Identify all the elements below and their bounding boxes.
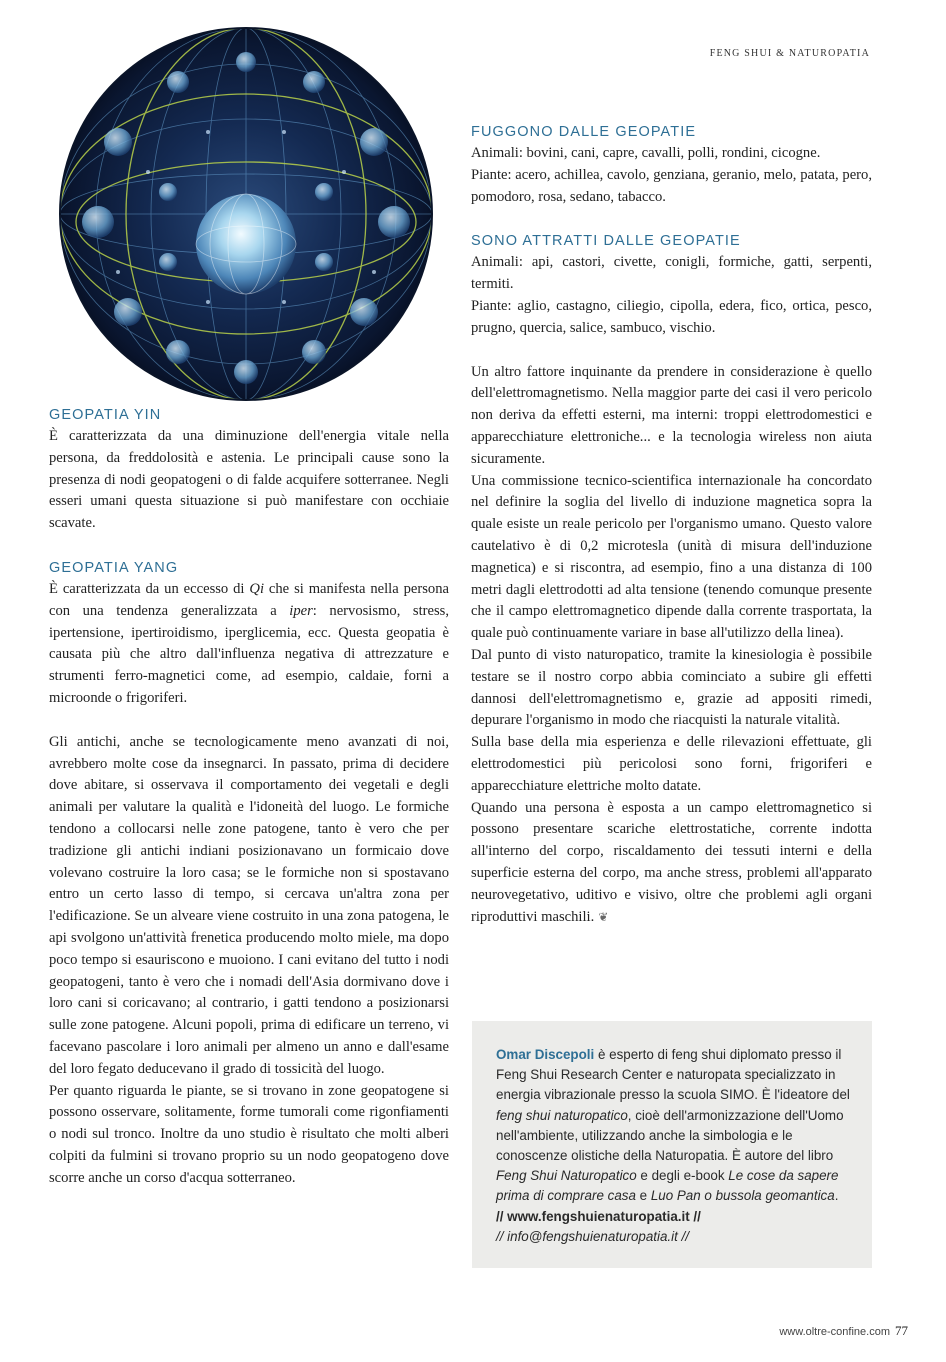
paragraph-esposizione: Quando una persona è esposta a un campo elettromagnetico si possono presentare scariche elettrostatiche, corrente indotta all'interno del corpo, riscaldamento dei tessuti interni e della superficie esterna del corpo, ma anche stress, problemi all'apparato neurovegetativo, uditivo e visivo, oltre che problemi agli organi riproduttivi maschili. ❦ [471,799,872,925]
paragraph-commissione: Una commissione tecnico-scientifica internazionale ha concordato nel definire la soglia del livello di induzione magnetica sopra la quale esiste un reale pericolo per l'organismo umano. Questo valore cautelativo è di 0,2 microtesla (unità di misura dell'induzione magnetica) e si riscontra, ad esempio, fino a una distanza di 100 metri dagli elettrodotti ad alta tensione (tenendo comunque presente che il campo elettromagnetico dipende dalla corrente trasportata, la quale può continuamente variare in base all'utilizzo della linea). [471,472,872,642]
paragraph-geopatia-yin: È caratterizzata da una diminuzione dell'energia vitale nella persona, da freddolosità e astenia. Le principali cause sono la presenza di nodi geopatogeni o di falde acquifere sotterranee. Negli esseri umani questa situazione si può manifestare con occhiaie scavate. [49,428,449,532]
paragraph-elettromagnetismo: Un altro fattore inquinante da prendere in considerazione è quello dell'elettromagnetismo. Nella maggior parte dei casi il vero pericolo non deriva da effetti esterni, ma interni: troppi elettrodomestici e apparecchiature elettroniche... e la tecnologia wireless non aiuta sicuramente. [471,363,872,467]
author-email-link[interactable]: // info@fengshuienaturopatia.it // [496,1228,690,1244]
paragraph-kinesiologia: Dal punto di visto naturopatico, tramite la kinesiologia è possibile testare se il nostro corpo abbia cominciato a subire gli effetti dannosi dell'elettromagnetismo e, grazie ad appositi rimedi, depurare l'organismo in modo che riacquisti la naturale vitalità. [471,646,872,729]
attratti-animali: Animali: api, castori, civette, conigli, formiche, gatti, serpenti, termiti. [471,254,872,293]
author-website-link[interactable]: // www.fengshuienaturopatia.it // [496,1208,701,1224]
paragraph-geopatia-yang: È caratterizzata da un eccesso di Qi che si manifesta nella persona con una tendenza generalizzata a iper: nervosismo, stress, ipertensione, ipertiroidismo, iperglicemia, ecc. Questa geopatia è causata più che altro dall'influenza negativa di attrezzature e strumenti ferro-magnetici come, ad esempio, caldaie, forni a microonde o frigoriferi. [49,580,449,706]
heading-geopatia-yin: GEOPATIA YIN [49,407,162,423]
page-number: 77 [895,1323,908,1338]
attratti-piante: Piante: aglio, castagno, ciliegio, cipolla, edera, fico, ortica, pesco, prugno, quercia, salice, sambuco, vischio. [471,297,872,336]
paragraph-elettrodomestici: Sulla base della mia esperienza e delle rilevazioni effettuate, gli elettrodomestici più pericolosi sono forni, frigoriferi e apparecchiature elettriche molto datate. [471,734,872,794]
footer-url[interactable]: www.oltre-confine.com [779,1326,890,1338]
left-column [49,404,449,1190]
author-name: Omar Discepoli [496,1047,595,1062]
fuggono-animali: Animali: bovini, cani, capre, cavalli, polli, rondini, cicogne. [471,145,821,161]
end-of-article-icon: ❦ [598,909,609,924]
author-bio-box: Omar Discepoli è esperto di feng shui diplomato presso il Feng Shui Research Center e naturopata specializzato in energia vibrazionale presso la scuola SIMO. È l'ideatore del feng shui naturopatico, cioè dell'armonizzazione dell'Uomo nell'ambiente, utilizzando anche la simbologia e le conoscenze olistiche della Naturopatia. È autore del libro Feng Shui Naturopatico e degli e-book Le cose da sapere prima di comprare casa e Luo Pan o bussola geomantica. // www.fengshuienaturopatia.it // // info@fengshuienaturopatia.it // [472,1021,872,1268]
paragraph-piante: Per quanto riguarda le piante, se si trovano in zone geopatogene si possono osservare, solitamente, forme tumorali come rigonfiamenti o nodi sul tronco. Inoltre da uno studio è risultato che molti alberi colpiti da fulmini si trovano proprio su un nodo geopatogeno dove scorre anche un corso d'acqua sotterraneo. [49,1082,449,1186]
heading-fuggono: FUGGONO DALLE GEOPATIE [471,124,697,140]
heading-attratti: SONO ATTRATTI DALLE GEOPATIE [471,233,741,250]
page-footer [779,1323,908,1339]
right-column [471,121,872,928]
running-head: FENG SHUI & NATUROPATIA [709,48,870,59]
geopathy-sphere-illustration [58,22,434,407]
heading-geopatia-yang: GEOPATIA YANG [49,559,179,576]
fuggono-piante: Piante: acero, achillea, cavolo, genziana, geranio, melo, patata, pero, pomodoro, rosa, sedano, tabacco. [471,166,872,205]
paragraph-antichi: Gli antichi, anche se tecnologicamente meno avanzati di noi, avrebbero molte cose da insegnarci. In passato, prima di decidere dove abitare, si osservava il comportamento dei vegetali e degli animali per valutare la qualità e l'idoneità del luogo. Le formiche tendono a collocarsi nelle zone patogene, tanto è vero che per tradizione gli antichi indiani posizionavano un formicaio dove volevano costruire la loro casa; se le formiche non si spostavano entro un certo lasso di tempo, si cercava un'altra zona per l'edificazione. Se un alveare viene costruito in una zona patogena, le api svolgono un'attività frenetica producendo molto miele, ma dopo poco tempo si esauriscono e muoiono. I cani evitano del tutto i nodi geopatogeni, tanto è vero che i nomadi dell'Asia dormivano dove i loro cani si coricavano; al contrario, i gatti tendono a posizionarsi sulle zone patogene. Alcuni popoli, prima di edificare un terreno, vi facevano pascolare i loro animali per almeno un anno e dall'esame del loro fegato deducevano il grado di tossicità del luogo. [49,733,449,1077]
